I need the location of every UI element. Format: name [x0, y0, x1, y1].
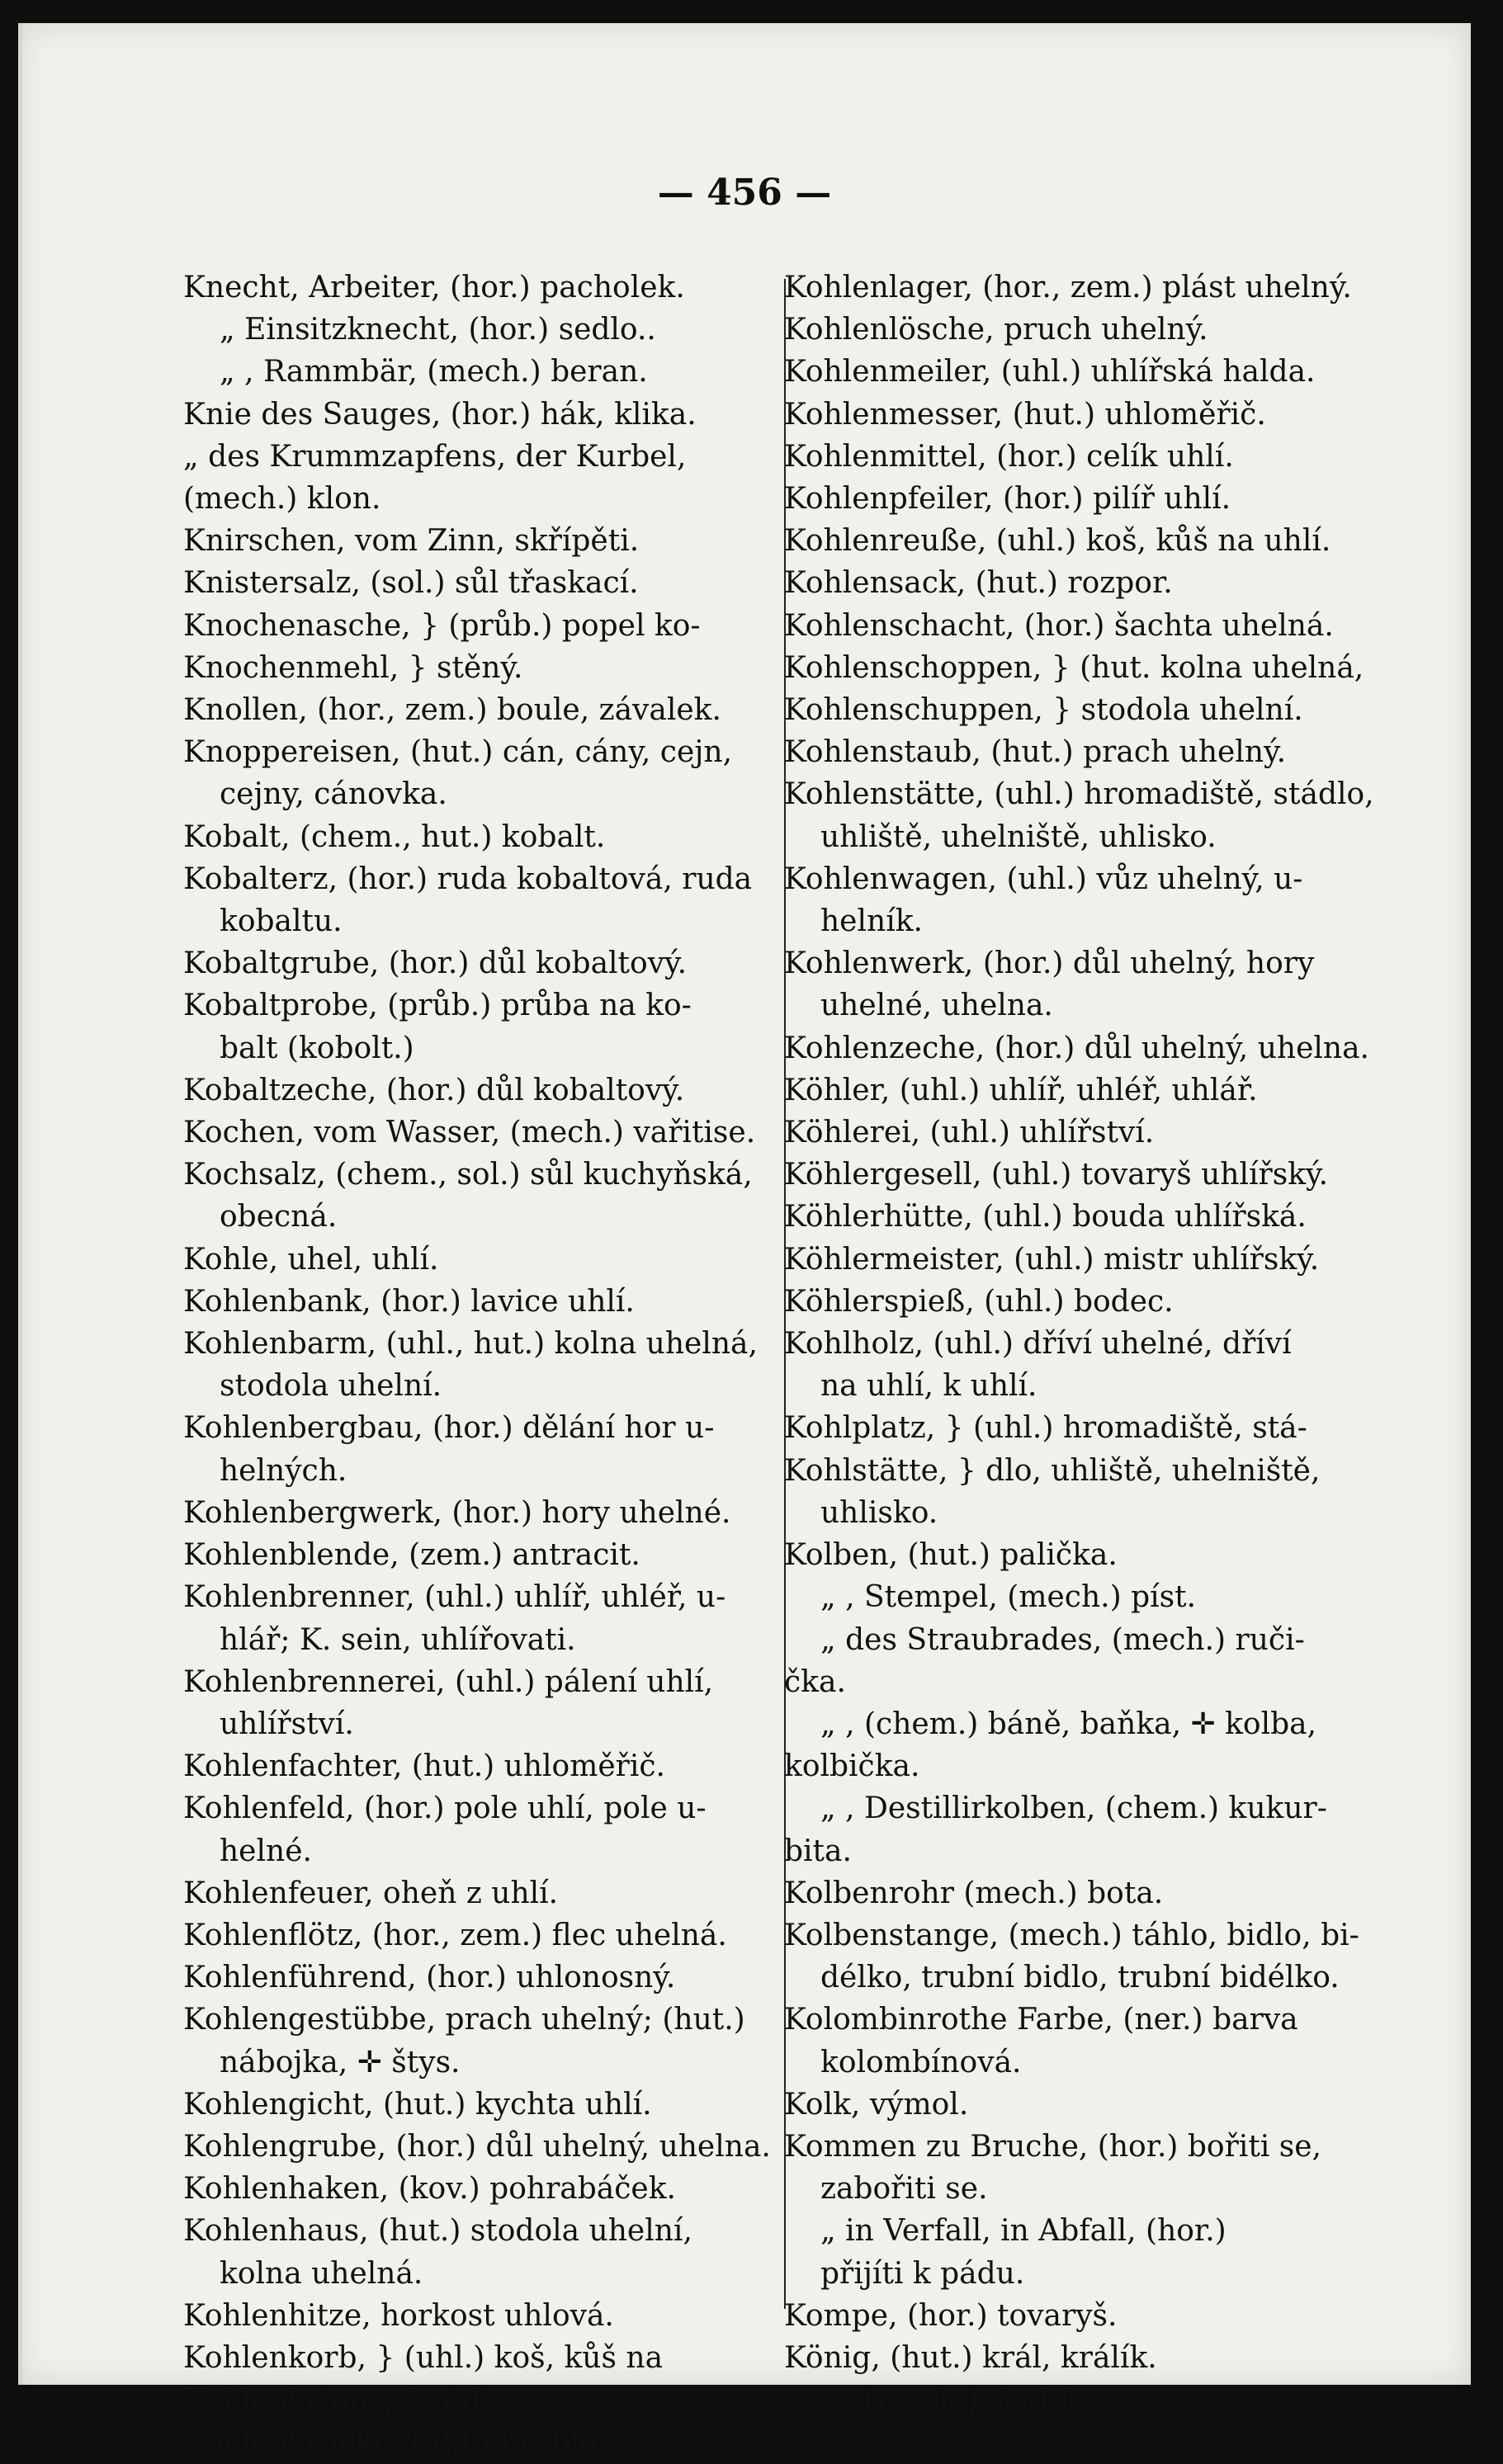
dictionary-line: na uhlí, k uhlí.: [820, 1369, 1037, 1404]
dictionary-line: Knollen, (hor., zem.) boule, závalek.: [183, 693, 721, 728]
dictionary-line: Kohlholz, (uhl.) dříví uhelné, dříví: [784, 1327, 1292, 1362]
dictionary-line: Kobaltprobe, (průb.) průba na ko-: [183, 989, 692, 1023]
dictionary-line: „ , (chem.) báně, baňka, ✛ kolba,: [820, 1706, 1317, 1741]
dictionary-line: Kohlstätte, } dlo, uhliště, uhelniště,: [784, 1453, 1321, 1488]
dictionary-line: Kohlenführend, (hor.) uhlonosný.: [183, 1961, 676, 1995]
dictionary-line: Kohlenzeche, (hor.) důl uhelný, uhelna.: [784, 1031, 1369, 1065]
dictionary-line: Kohlenschacht, (hor.) šachta uhelná.: [784, 608, 1334, 643]
dictionary-line: čka.: [784, 1664, 846, 1699]
dictionary-line: Kohlenbank, (hor.) lavice uhlí.: [183, 1284, 635, 1319]
dictionary-line: Kobalterz, (hor.) ruda kobaltová, ruda: [183, 861, 753, 896]
scanned-page: [18, 23, 1471, 2460]
dictionary-line: Kohlenbrennerei, (uhl.) pálení uhlí,: [183, 1664, 714, 1699]
dictionary-line: hlář; K. sein, uhlířovati.: [220, 1622, 576, 1657]
dictionary-line: „ des Krummzapfens, der Kurbel,: [183, 439, 687, 474]
dictionary-line: Kohlenbergbau, (hor.) dělání hor u-: [183, 1411, 715, 1446]
dictionary-line: helných.: [220, 1453, 347, 1488]
dictionary-line: Kochen, vom Wasser, (mech.) vařitise.: [183, 1116, 756, 1150]
dictionary-line: Kohlengicht, (hut.) kychta uhlí.: [183, 2087, 652, 2122]
dictionary-line: Köhlermeister, (uhl.) mistr uhlířský.: [784, 1242, 1320, 1277]
dictionary-line: „ , Stempel, (mech.) píst.: [820, 1580, 1197, 1615]
dictionary-line: Köhlerspieß, (uhl.) bodec.: [784, 1284, 1174, 1319]
dictionary-line: (mech.) klon.: [183, 482, 381, 517]
dictionary-line: Knochenasche, } (průb.) popel ko-: [183, 608, 701, 643]
dictionary-line: Kochsalz, (chem., sol.) sůl kuchyňská,: [183, 1158, 753, 1192]
dictionary-line: Kohlenmesser, (hut.) uhloměřič.: [784, 397, 1266, 432]
dictionary-line: cejny, cánovka.: [220, 777, 447, 812]
dictionary-line: helník.: [820, 904, 923, 939]
dictionary-line: Knochenmehl, } stěný.: [183, 650, 523, 685]
dictionary-line: Kohlenpfeiler, (hor.) pilíř uhlí.: [784, 482, 1231, 517]
dictionary-line: obecná.: [220, 1200, 338, 1234]
dictionary-line: Kohlenwerk, (hor.) důl uhelný, hory: [784, 946, 1315, 981]
dictionary-line: Kohlenschuppen, } stodola uhelní.: [784, 693, 1303, 728]
dictionary-line: Kolombinrothe Farbe, (ner.) barva: [784, 2003, 1298, 2037]
dictionary-line: Kohlplatz, } (uhl.) hromadiště, stá-: [784, 1411, 1307, 1446]
dictionary-line: Kolben, (hut.) palička.: [784, 1538, 1118, 1573]
dictionary-line: Kohlenbrenner, (uhl.) uhlíř, uhléř, u-: [183, 1580, 726, 1615]
dictionary-line: Knoppereisen, (hut.) cán, cány, cejn,: [183, 735, 733, 770]
dictionary-line: Kohlenlösche, pruch uhelný.: [784, 313, 1208, 347]
dictionary-line: Kohlensack, (hut.) rozpor.: [784, 566, 1173, 601]
page-edge: [18, 23, 22, 2385]
dictionary-line: Kohlenblende, (zem.) antracit.: [183, 1538, 640, 1573]
dictionary-line: Knistersalz, (sol.) sůl třaskací.: [183, 566, 639, 601]
dictionary-line: Kolk, výmol.: [784, 2087, 969, 2122]
dictionary-line: zabořiti se.: [820, 2172, 988, 2207]
dictionary-line: Kohlenhitze, horkost uhlová.: [183, 2298, 614, 2333]
dictionary-line: uhlisko.: [820, 1495, 938, 1530]
dictionary-line: Kohlenschoppen, } (hut. kolna uhelná,: [784, 650, 1364, 685]
dictionary-line: „ , (mech.) skolek.: [820, 2383, 1094, 2418]
dictionary-line: Kompe, (hor.) tovaryš.: [784, 2298, 1118, 2333]
dictionary-line: Kohlenwagen, (uhl.) vůz uhelný, u-: [784, 861, 1303, 896]
dictionary-line: Kohlenkrippe, } uhlí.: [183, 2383, 499, 2418]
dictionary-line: délko, trubní bidlo, trubní bidélko.: [820, 1961, 1340, 1995]
dictionary-line: Kobalt, (chem., hut.) kobalt.: [183, 819, 606, 854]
dictionary-line: Kohlengrube, (hor.) důl uhelný, uhelna.: [183, 2129, 771, 2164]
dictionary-line: Köhlerhütte, (uhl.) bouda uhlířská.: [784, 1200, 1307, 1234]
dictionary-line: Köhler, (uhl.) uhlíř, uhléř, uhlář.: [784, 1073, 1258, 1107]
dictionary-line: Kohlenlager, (hor., zem.) plást uhelný.: [784, 271, 1352, 304]
page-number: — 456 —: [657, 172, 832, 214]
dictionary-line: Kohlenreuße, (uhl.) koš, kůš na uhlí.: [784, 524, 1331, 559]
dictionary-line: Kohlenfachter, (hut.) uhloměřič.: [183, 1749, 665, 1784]
dictionary-line: uhliště, uhelniště, uhlisko.: [820, 819, 1217, 854]
dictionary-line: Kohlenhaus, (hut.) stodola uhelní,: [183, 2214, 692, 2249]
dictionary-line: Kohlenbergwerk, (hor.) hory uhelné.: [183, 1495, 731, 1530]
dictionary-line: Kohlenfeld, (hor.) pole uhlí, pole u-: [183, 1791, 707, 1826]
dictionary-line: Kohle, uhel, uhlí.: [183, 1242, 439, 1277]
dictionary-line: kolombínová.: [820, 2045, 1022, 2079]
dictionary-line: Köhlergesell, (uhl.) tovaryš uhlířský.: [784, 1158, 1329, 1192]
dictionary-line: nábojka, ✛ štys.: [220, 2045, 461, 2079]
dictionary-line: „ Einsitzknecht, (hor.) sedlo..: [220, 313, 656, 347]
left-column: [183, 267, 787, 2464]
dictionary-line: bita.: [784, 1834, 852, 1868]
dictionary-line: Kohlenmittel, (hor.) celík uhlí.: [784, 439, 1234, 474]
dictionary-line: Kohlenflötz, (hor., zem.) flec uhelná.: [183, 1918, 727, 1952]
dictionary-line: balt (kobolt.): [220, 1031, 414, 1065]
dictionary-line: Kohlenbarm, (uhl., hut.) kolna uhelná,: [183, 1327, 758, 1362]
dictionary-line: Kohlenkorb, } (uhl.) koš, kůš na: [183, 2340, 664, 2375]
dictionary-line: Kolbenstange, (mech.) táhlo, bidlo, bi-: [784, 1918, 1359, 1952]
dictionary-line: „ , Rammbär, (mech.) beran.: [220, 355, 648, 389]
dictionary-line: Kohlengestübbe, prach uhelný; (hut.): [183, 2003, 745, 2037]
dictionary-line: Kohlenhaken, (kov.) pohrabáček.: [183, 2172, 676, 2207]
dictionary-line: König, (hut.) král, králík.: [784, 2340, 1157, 2375]
dictionary-line: uhelné, uhelna.: [820, 989, 1053, 1023]
dictionary-line: kolna uhelná.: [220, 2256, 423, 2291]
dictionary-line: helné.: [220, 1834, 312, 1868]
dictionary-line: „ in Verfall, in Abfall, (hor.): [820, 2214, 1227, 2249]
dictionary-line: kolbička.: [784, 1749, 920, 1784]
dictionary-line: Kohlenfeuer, oheň z uhlí.: [183, 1876, 559, 1910]
dictionary-line: Kolbenrohr (mech.) bota.: [784, 1876, 1164, 1910]
dictionary-line: Kohlenstaub, (hut.) prach uhelný.: [784, 735, 1287, 770]
dictionary-line: Kommen zu Bruche, (hor.) bořiti se,: [784, 2129, 1321, 2164]
dictionary-line: Knecht, Arbeiter, (hor.) pacholek.: [183, 271, 685, 304]
dictionary-line: uhlířství.: [220, 1706, 354, 1741]
dictionary-line: Kobaltzeche, (hor.) důl kobaltový.: [183, 1073, 685, 1107]
dictionary-line: Knirschen, vom Zinn, skřípěti.: [183, 524, 640, 559]
dictionary-line: Knie des Sauges, (hor.) hák, klika.: [183, 397, 697, 432]
dictionary-line: „ , Destillirkolben, (chem.) kukur-: [820, 1791, 1327, 1826]
dictionary-line: Kohlenmeiler, (uhl.) uhlířská halda.: [784, 355, 1316, 389]
dictionary-line: Kobaltgrube, (hor.) důl kobaltový.: [183, 946, 688, 981]
right-column: [784, 267, 1407, 2421]
dictionary-line: stodola uhelní.: [220, 1369, 442, 1404]
dictionary-line: kobaltu.: [220, 904, 343, 939]
dictionary-line: „ des Straubrades, (mech.) ruči-: [820, 1622, 1305, 1657]
dictionary-line: Köhlerei, (uhl.) uhlířství.: [784, 1116, 1155, 1150]
dictionary-line: Kohlenstätte, (uhl.) hromadiště, stádlo,: [784, 777, 1374, 812]
dictionary-line: přijíti k pádu.: [820, 2256, 1025, 2291]
dictionary-line: Kohlenkrücke, (uhl.) hřeblo.: [183, 2425, 607, 2460]
